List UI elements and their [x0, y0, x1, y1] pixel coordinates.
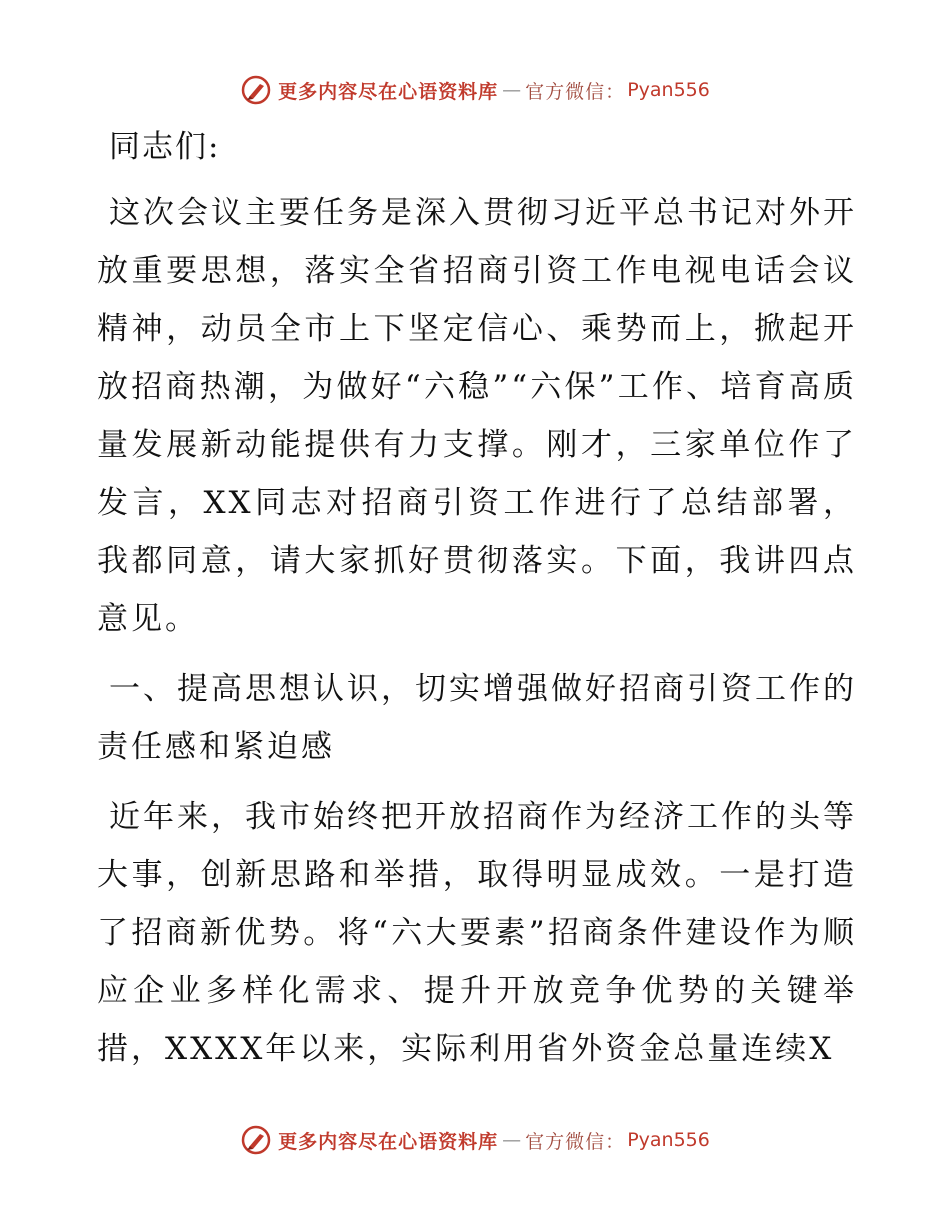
greeting: 同志们: [109, 129, 221, 165]
section-heading-1: 一、提高思想认识，切实增强做好招商引资工作的责任感和紧迫感 [97, 671, 857, 765]
paragraph-intro: 这次会议主要任务是深入贯彻习近平总书记对外开放重要思想，落实全省招商引资工作电视电话会议精神，动员全市上下坚定信心、乘势而上，掀起开放招商热潮，为做好“六稳”“六保”工作、培育高质量发展新动能提供有力支撑。刚才，三家单位作了发言，XX同志对招商引资工作进行了总结部署，我都同意，请大家抓好贯彻落实。下面，我讲四点意见。 [97, 195, 857, 637]
banner-wechat-id: Pyan556 [627, 79, 710, 101]
document-body [97, 118, 857, 1090]
banner-separator: — [502, 1129, 522, 1151]
footer-banner [0, 1120, 950, 1160]
banner-main-text: 更多内容尽在心语资料库 [278, 1130, 499, 1153]
banner-main-text: 更多内容尽在心语资料库 [278, 80, 499, 103]
pen-nib-logo-icon [240, 1124, 272, 1156]
banner-wechat-label: 官方微信： [525, 1130, 626, 1153]
banner-separator: — [502, 79, 522, 101]
banner-wechat-id: Pyan556 [627, 1129, 710, 1151]
banner-wechat-label: 官方微信： [525, 80, 626, 103]
paragraph-section-1: 近年来，我市始终把开放招商作为经济工作的头等大事，创新思路和举措，取得明显成效。一是打造了招商新优势。将“六大要素”招商条件建设作为顺应企业多样化需求、提升开放竞争优势的关键举措，XXXX年以来，实际利用省外资金总量连续X [97, 799, 857, 1067]
header-banner [0, 70, 950, 110]
pen-nib-logo-icon [240, 74, 272, 106]
